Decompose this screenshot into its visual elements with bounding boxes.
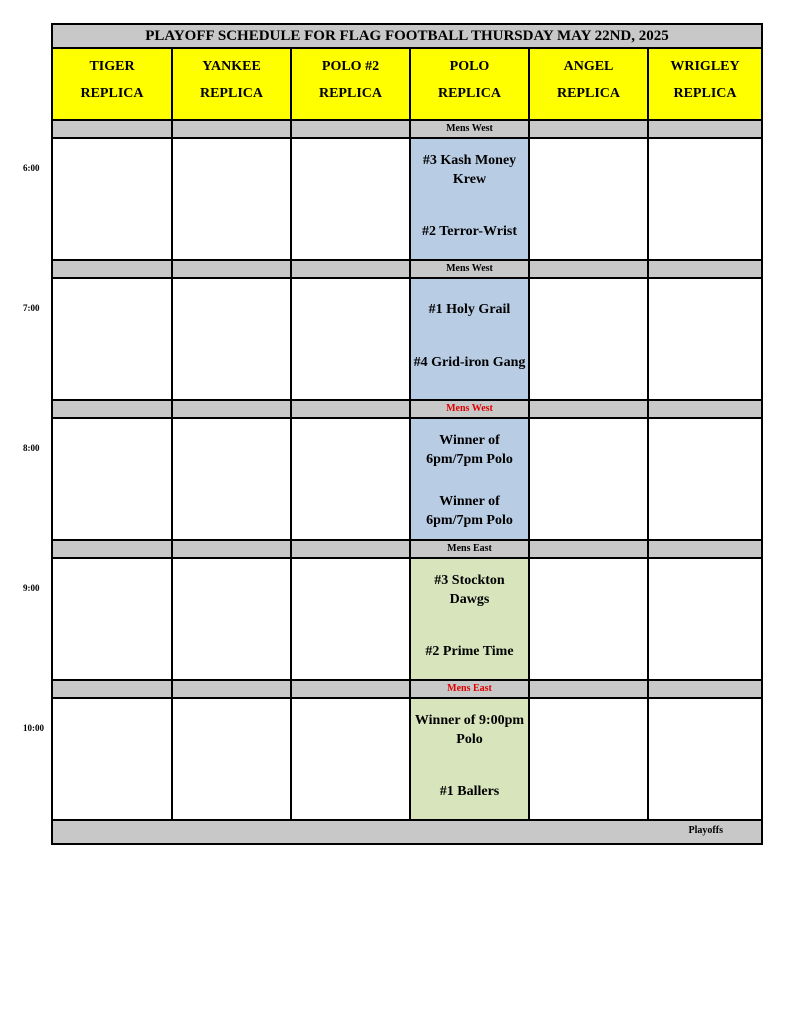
game-slot [649,559,761,681]
time-label-6: 6:00 [23,163,40,173]
field-name: YANKEE [202,59,261,74]
division-band [173,401,290,419]
division-band-mens-west: Mens West [411,401,528,419]
time-label-10: 10:00 [23,723,44,733]
footer-bar [53,821,761,843]
game-slot [649,419,761,541]
division-band [649,261,761,279]
field-name: POLO [449,59,490,74]
game-slot [173,279,290,401]
field-subtitle: REPLICA [437,86,501,101]
game-slot [649,139,761,261]
division-band [530,121,647,139]
field-name: POLO #2 [321,59,380,74]
field-header [173,49,290,121]
game-slot [292,699,409,821]
division-band [292,541,409,559]
division-band [53,261,171,279]
schedule-title: PLAYOFF SCHEDULE FOR FLAG FOOTBALL THURSDAY MAY 22ND, 2025 [53,25,761,49]
division-band [53,121,171,139]
team-1: Winner of 6pm/7pm Polo [426,433,513,467]
game-slot-6pm [411,139,528,261]
field-header [411,49,528,121]
division-band [53,401,171,419]
division-band [173,541,290,559]
team-1: #3 Stockton Dawgs [434,573,505,607]
division-band [530,541,647,559]
game-slot-10pm [411,699,528,821]
game-slot [173,139,290,261]
game-slot [530,559,647,681]
team-2: #2 Terror-Wrist [421,224,517,239]
division-band [173,681,290,699]
game-slot [649,279,761,401]
division-band-mens-east: Mens East [411,541,528,559]
time-label-7: 7:00 [23,303,40,313]
field-subtitle: REPLICA [673,86,737,101]
game-slot [292,419,409,541]
division-band-mens-west: Mens West [411,121,528,139]
field-header [530,49,647,121]
field-header [292,49,409,121]
game-slot [53,419,171,541]
field-subtitle: REPLICA [199,86,263,101]
division-band [649,681,761,699]
game-slot-7pm [411,279,528,401]
field-header [649,49,761,121]
division-band [53,541,171,559]
game-slot [649,699,761,821]
footer-label: Playoffs [688,825,723,836]
division-band [649,541,761,559]
game-slot [292,559,409,681]
field-column-polo [409,49,528,843]
field-subtitle: REPLICA [80,86,144,101]
team-2: #4 Grid-iron Gang [413,355,526,370]
time-label-8: 8:00 [23,443,40,453]
team-1: #1 Holy Grail [428,302,511,317]
division-band [530,261,647,279]
division-band [173,261,290,279]
division-band [649,121,761,139]
game-slot [292,279,409,401]
schedule-sheet [51,23,763,845]
division-band [173,121,290,139]
field-column-yankee [171,49,290,843]
field-column-polo-2 [290,49,409,843]
field-column-angel [528,49,647,843]
game-slot [292,139,409,261]
game-slot [173,419,290,541]
field-name: WRIGLEY [670,59,740,74]
field-name: ANGEL [563,59,614,74]
field-column-tiger [53,49,171,843]
field-subtitle: REPLICA [318,86,382,101]
game-slot [53,699,171,821]
division-band-mens-east: Mens East [411,681,528,699]
division-band [292,121,409,139]
division-band [292,261,409,279]
division-band [292,681,409,699]
division-band-mens-west: Mens West [411,261,528,279]
field-header [53,49,171,121]
game-slot [530,279,647,401]
game-slot [53,279,171,401]
division-band [649,401,761,419]
game-slot [173,699,290,821]
division-band [530,681,647,699]
team-2: #1 Ballers [439,784,500,799]
division-band [530,401,647,419]
team-2: Winner of 6pm/7pm Polo [426,494,513,528]
game-slot [53,559,171,681]
game-slot [530,699,647,821]
team-1: #3 Kash Money Krew [422,153,517,187]
time-label-9: 9:00 [23,583,40,593]
game-slot-9pm [411,559,528,681]
division-band [53,681,171,699]
team-1: Winner of 9:00pm Polo [414,713,525,747]
field-column-wrigley [647,49,761,843]
game-slot [173,559,290,681]
team-2: #2 Prime Time [425,644,514,659]
division-band [292,401,409,419]
field-name: TIGER [89,59,135,74]
game-slot [53,139,171,261]
game-slot-8pm [411,419,528,541]
field-subtitle: REPLICA [556,86,620,101]
game-slot [530,139,647,261]
game-slot [530,419,647,541]
